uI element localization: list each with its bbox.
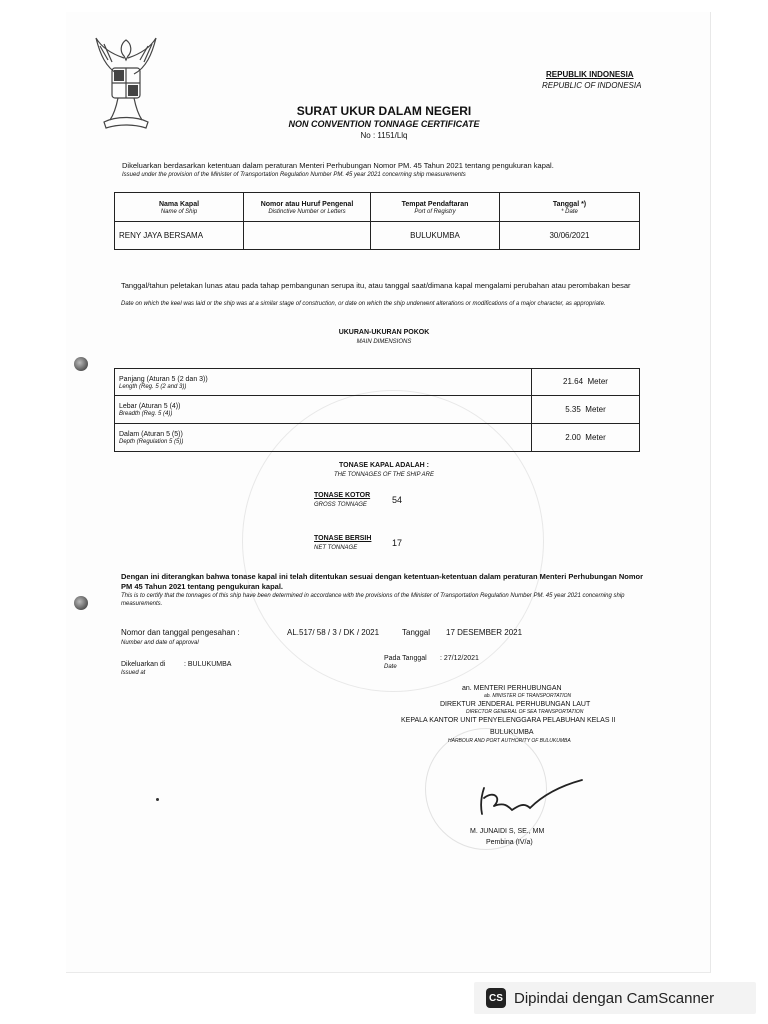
certificate-number: No : 1151/Llq (360, 131, 408, 140)
authority-line-3: KEPALA KANTOR UNIT PENYELENGGARA PELABUHAN KELAS II (401, 717, 616, 724)
certify-text-en: This is to certify that the tonnages of this ship have been determined in accordance with the provisions of the Minister of Transportation Regulation Number PM. 45 year 2021 concerning ship measurements. (121, 593, 625, 607)
header-name-of-ship (115, 193, 244, 222)
ink-dot (156, 798, 159, 801)
tonnage-title: TONASE KAPAL ADALAH : (339, 462, 429, 469)
ship-details-table (114, 192, 640, 250)
header-label-en: * Date (561, 208, 578, 215)
header-label-en: Port of Registry (414, 208, 456, 215)
dimensions-title-en: MAIN DIMENSIONS (356, 339, 412, 345)
header-date (500, 193, 640, 222)
net-tonnage-label: TONASE BERSIH (314, 535, 372, 542)
dimension-row-depth (115, 424, 640, 452)
issued-under-text-en: Issued under the provision of the Minister of Transportation Regulation Number PM. 45 year 2021 concerning ship measurements (122, 172, 466, 178)
punch-hole-bottom (74, 596, 88, 610)
dimension-label: Dalam (Aturan 5 (5)) (119, 431, 183, 438)
approval-date-label: Tanggal (402, 628, 431, 637)
approval-label-en: Number and date of approval (121, 640, 199, 646)
gross-tonnage-label-en: GROSS TONNAGE (314, 502, 367, 508)
punch-hole-top (74, 357, 88, 371)
header-distinctive-number (244, 193, 371, 222)
dimension-label-en: Length (Reg. 5 (2 and 3)) (119, 383, 187, 390)
dimension-row-length (115, 369, 640, 396)
country-name-en: REPUBLIC OF INDONESIA (542, 81, 642, 90)
issued-at-value: : BULUKUMBA (184, 661, 232, 668)
dimension-row-breadth (115, 396, 640, 424)
gross-tonnage-label: TONASE KOTOR (314, 492, 371, 499)
tonnage-title-en: THE TONNAGES OF THE SHIP ARE (333, 472, 435, 478)
authority-line-4-en: HARBOUR AND PORT AUTHORITY OF BULUKUMBA (448, 738, 571, 744)
issued-at-label: Dikeluarkan di (121, 661, 166, 668)
dimension-value: 5.35 (565, 404, 581, 414)
approval-date: 17 DESEMBER 2021 (446, 628, 523, 637)
camscanner-text: Dipindai dengan CamScanner (514, 989, 715, 1007)
dimension-label-cell (115, 396, 532, 424)
dimension-value-cell (532, 396, 640, 424)
dimension-value: 21.64 (563, 377, 584, 386)
port-of-registry-cell: BULUKUMBA (371, 222, 500, 250)
header-label-en: Distinctive Number or Letters (268, 208, 346, 215)
approval-number: AL.517/ 58 / 3 / DK / 2021 (287, 628, 380, 637)
ship-table-row (115, 222, 640, 250)
header-port-of-registry (371, 193, 500, 222)
dimension-label-cell (115, 424, 532, 452)
dimension-label: Panjang (Aturan 5 (2 dan 3)) (119, 375, 208, 383)
issued-at-label-en: Issued at (121, 670, 146, 676)
issued-under-text: Dikeluarkan berdasarkan ketentuan dalam peraturan Menteri Perhubungan Nomor PM. 45 Tahun 2021 tentang pengukuran kapal. (122, 161, 554, 170)
dimension-label-cell (115, 369, 532, 396)
dimension-value-cell (532, 369, 640, 396)
header-label: Nama Kapal (158, 200, 200, 208)
dimension-value-cell (532, 424, 640, 452)
issue-date-value: : 27/12/2021 (440, 655, 479, 662)
authority-line-1: an. MENTERI PERHUBUNGAN (462, 685, 562, 692)
gross-tonnage-value: 54 (392, 495, 403, 505)
dimension-unit: Meter (587, 377, 608, 386)
keel-date-text: Tanggal/tahun peletakan lunas atau pada tahap pembangunan serupa itu, atau tanggal saat/dimana kapal mengalami perubahan atau perombakan besar (121, 281, 631, 290)
dimension-label-en: Depth (Regulation 5 (5)) (119, 439, 184, 445)
certificate-title-en: NON CONVENTION TONNAGE CERTIFICATE (288, 119, 480, 129)
dimension-unit: Meter (585, 404, 606, 414)
dimensions-table (114, 368, 640, 452)
header-label: Tempat Pendaftaran (401, 200, 469, 208)
authority-line-1-en: ab. MINISTER OF TRANSPORTATION (484, 693, 572, 699)
signature-icon (450, 776, 600, 831)
header-label-en: Name of Ship (160, 208, 198, 215)
country-name: REPUBLIK INDONESIA (546, 70, 634, 79)
dimensions-title: UKURAN-UKURAN POKOK (338, 329, 430, 336)
distinctive-number-cell (244, 222, 371, 250)
camscanner-watermark (474, 982, 756, 1014)
ship-table-header-row (115, 193, 640, 222)
keel-date-text-en: Date on which the keel was laid or the ship was at a similar stage of construction, or date on which the ship underwent alterations or modifications of a major character, as appropriate. (121, 301, 606, 307)
net-tonnage-label-en: NET TONNAGE (314, 545, 358, 551)
header-label: Nomor atau Huruf Pengenal (260, 200, 354, 208)
dimension-label-en: Breadth (Reg. 5 (4)) (119, 411, 173, 417)
certify-text: Dengan ini diterangkan bahwa tonase kapal ini telah ditentukan sesuai dengan ketentuan-ketentuan dalam peraturan Menteri Perhubungan Nomor PM 45 Tahun 2021 tentang pengukuran kapal. (121, 572, 643, 591)
net-tonnage-value: 17 (392, 538, 403, 548)
issue-date-label-en: Date (384, 664, 397, 670)
authority-line-2: DIREKTUR JENDERAL PERHUBUNGAN LAUT (440, 701, 591, 708)
header-label: Tanggal *) (552, 200, 587, 208)
certificate-title: SURAT UKUR DALAM NEGERI (296, 104, 472, 118)
authority-line-4: BULUKUMBA (490, 729, 534, 736)
dimension-label: Lebar (Aturan 5 (4)) (119, 403, 181, 410)
dimension-value: 2.00 (565, 432, 581, 442)
issue-date-label: Pada Tanggal (384, 655, 427, 662)
authority-line-2-en: DIRECTOR GENERAL OF SEA TRANSPORTATION (466, 709, 584, 715)
signer-rank: Pembina (IV/a) (486, 839, 533, 846)
signer-name: M. JUNAIDI S, SE., MM (470, 828, 545, 835)
date-cell: 30/06/2021 (500, 222, 640, 250)
ship-name-cell: RENY JAYA BERSAMA (115, 222, 244, 250)
camscanner-logo-icon: CS (486, 988, 506, 1008)
dimension-unit: Meter (585, 432, 606, 442)
approval-label: Nomor dan tanggal pengesahan : (121, 628, 240, 637)
